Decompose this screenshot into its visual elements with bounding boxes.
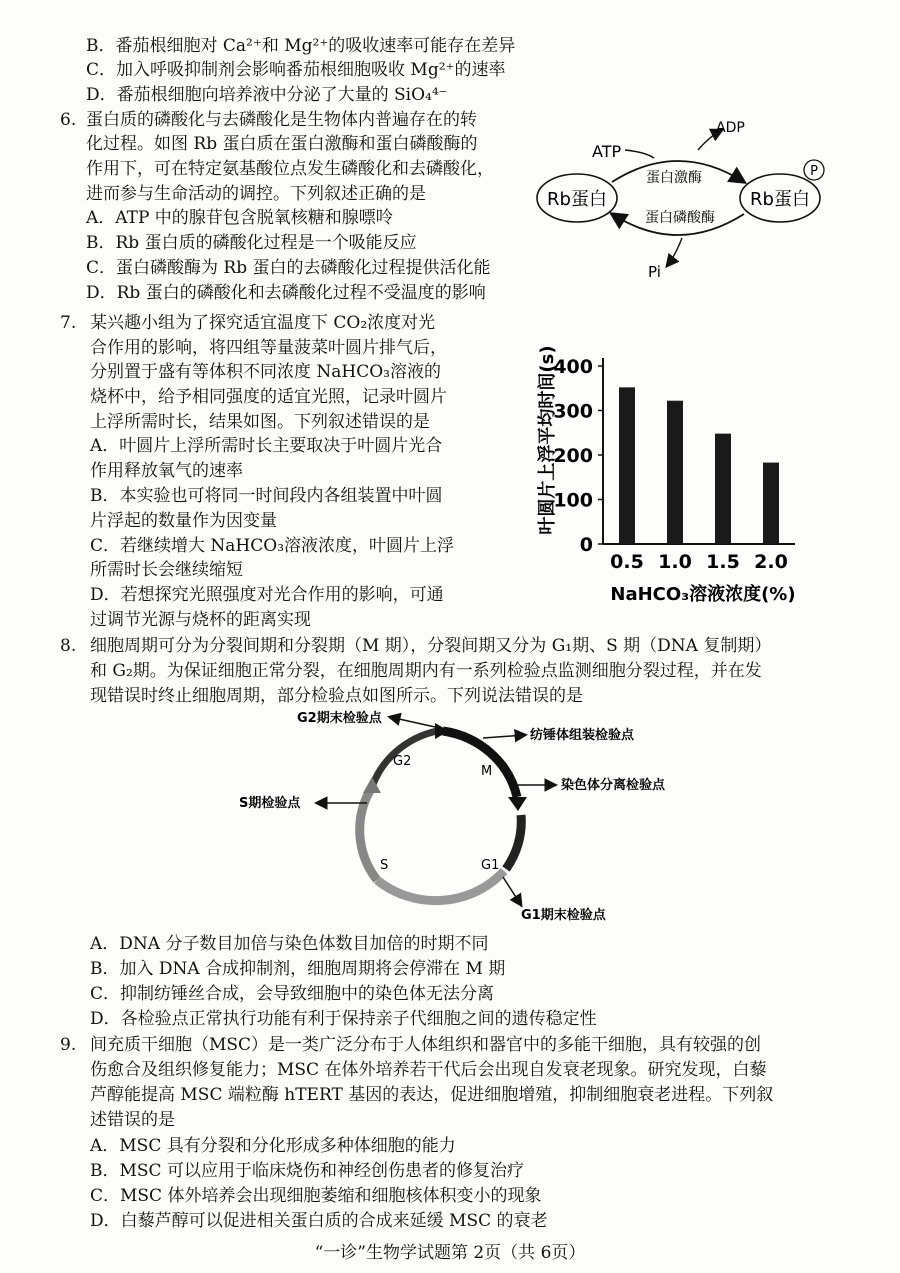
- q8-stem-1: 细胞周期可分为分裂间期和分裂期（M 期），分裂间期又分为 G₁期、S 期（DNA 复制期）: [90, 636, 772, 656]
- ring-arrowhead-g2: [435, 723, 449, 739]
- q9-option-c: C．MSC 体外培养会出现细胞萎缩和细胞核体积变小的现象: [90, 1186, 542, 1206]
- q6-option-d: D．Rb 蛋白的磷酸化和去磷酸化过程不受温度的影响: [86, 283, 486, 303]
- chart-y-tick-label: 200: [553, 445, 593, 467]
- q9-option-b: B．MSC 可以应用于临床烧伤和神经创伤患者的修复治疗: [90, 1161, 524, 1181]
- m-phase-arc: [443, 731, 517, 797]
- q8-number: 8.: [60, 636, 77, 656]
- q9-stem-2: 伤愈合及组织修复能力；MSC 在体外培养若干代后会出现自发衰老现象。研究发现，白藜: [90, 1060, 767, 1080]
- q8-stem-2: 和 G₂期。为保证细胞正常分裂，在细胞周期内有一系列检验点监测细胞分裂过程，并在发: [90, 661, 762, 681]
- q6-number: 6.: [60, 110, 77, 130]
- q8-option-d: D．各检验点正常执行功能有利于保持亲子代细胞之间的遗传稳定性: [90, 1009, 597, 1029]
- chart-y-tick-label: 100: [553, 489, 593, 512]
- q9-option-d: D．白藜芦醇可以促进相关蛋白质的合成来延缓 MSC 的衰老: [90, 1211, 548, 1231]
- g1-check-arrow: [503, 877, 521, 905]
- q6-stem-3: 作用下，可在特定氨基酸位点发生磷酸化和去磷酸化，: [86, 159, 494, 179]
- s-checkpoint-label: S期检验点: [239, 796, 301, 811]
- rb-phosphorylation-diagram: [530, 110, 840, 285]
- adp-label: ADP: [716, 120, 745, 136]
- q6-option-c: C．蛋白磷酸酶为 Rb 蛋白的去磷酸化过程提供活化能: [86, 258, 491, 278]
- q7-option-a-1: A．叶圆片上浮所需时长主要取决于叶圆片光合: [90, 436, 443, 456]
- g2-checkpoint-label: G2期末检验点: [297, 711, 382, 726]
- q5-option-c: C．加入呼吸抑制剂会影响番茄根细胞吸收 Mg²⁺的速率: [86, 60, 506, 80]
- atp-label: ATP: [592, 142, 622, 161]
- g2-check-arrow: [390, 717, 435, 727]
- q7-stem-4: 烧杯中，给予相同强度的适宜光照，记录叶圆片: [90, 387, 447, 407]
- page-footer: “一诊”生物学试题第 2页（共 6页）: [314, 1243, 586, 1263]
- rb-protein-right-label: Rb蛋白: [750, 189, 810, 210]
- q5-option-d: D．番茄根细胞向培养液中分泌了大量的 SiO₄⁴⁻: [86, 85, 448, 105]
- pi-arrow: [667, 238, 682, 266]
- g1-phase-label: G1: [481, 858, 500, 873]
- q7-stem-2: 合作用的影响，将四组等量菠菜叶圆片排气后，: [90, 338, 447, 358]
- q8-option-a: A．DNA 分子数目加倍与染色体数目加倍的时期不同: [90, 934, 489, 954]
- q6-option-b: B．Rb 蛋白质的磷酸化过程是一个吸能反应: [86, 233, 417, 253]
- ring-arrowhead-m: [508, 797, 527, 811]
- s-phase-arc: [360, 787, 377, 880]
- chart-y-axis-label: 叶圆片上浮平均时间(s): [537, 345, 558, 535]
- g2-phase-label: G2: [393, 754, 412, 769]
- q8-option-b: B．加入 DNA 合成抑制剂，细胞周期将会停滞在 M 期: [90, 959, 506, 979]
- q8-option-c: C．抑制纺锤丝合成，会导致细胞中的染色体无法分离: [90, 984, 495, 1004]
- atp-arrow: [625, 150, 654, 158]
- q7-option-c-1: C．若继续增大 NaHCO₃溶液浓度，叶圆片上浮: [90, 536, 455, 556]
- q6-stem-4: 进而参与生命活动的调控。下列叙述正确的是: [86, 184, 426, 204]
- chart-bar: [715, 434, 731, 544]
- chart-x-tick-label: 0.5: [610, 551, 644, 573]
- q7-option-a-2: 作用释放氧气的速率: [90, 461, 243, 481]
- q7-number: 7.: [60, 313, 77, 333]
- spindle-check-arrow: [483, 735, 525, 738]
- chart-bar: [763, 463, 779, 544]
- phosphate-label: P: [810, 164, 818, 179]
- nahco3-bar-chart: [515, 318, 815, 613]
- chart-bar: [619, 387, 635, 544]
- chart-x-tick-label: 2.0: [754, 551, 788, 573]
- q5-option-b: B．番茄根细胞对 Ca²⁺和 Mg²⁺的吸收速率可能存在差异: [86, 36, 516, 56]
- q9-stem-4: 述错误的是: [90, 1110, 175, 1130]
- chromo-checkpoint-label: 染色体分离检验点: [561, 778, 666, 793]
- q9-option-a: A．MSC 具有分裂和分化形成多种体细胞的能力: [90, 1136, 456, 1156]
- q6-option-a: A．ATP 中的腺苷包含脱氧核糖和腺嘌呤: [86, 208, 393, 228]
- pi-label: Pi: [648, 263, 661, 281]
- q7-stem-5: 上浮所需时长，结果如图。下列叙述错误的是: [90, 412, 430, 432]
- spindle-checkpoint-label: 纺锤体组装检验点: [530, 728, 635, 743]
- chart-x-tick-label: 1.5: [706, 551, 740, 573]
- q7-option-b-1: B．本实验也可将同一时间段内各组装置中叶圆: [90, 486, 443, 506]
- q6-stem-2: 化过程。如图 Rb 蛋白质在蛋白激酶和蛋白磷酸酶的: [86, 134, 478, 154]
- q7-option-c-2: 所需时长会继续缩短: [90, 560, 243, 580]
- s-phase-arc-lower: [377, 871, 504, 901]
- cell-cycle-diagram: [225, 705, 675, 930]
- q8-stem-3: 现错误时终止细胞周期，部分检验点如图所示。下列说法错误的是: [90, 686, 583, 706]
- q6-stem-1: 蛋白质的磷酸化与去磷酸化是生物体内普遍存在的转: [86, 110, 477, 130]
- rb-protein-left-label: Rb蛋白: [547, 189, 607, 210]
- q7-option-d-2: 过调节光源与烧杯的距离实现: [90, 610, 311, 630]
- q7-stem-3: 分别置于盛有等体积不同浓度 NaHCO₃溶液的: [90, 362, 441, 382]
- chart-x-tick-label: 1.0: [658, 551, 692, 573]
- chart-y-tick-label: 0: [579, 534, 593, 556]
- q9-stem-1: 间充质干细胞（MSC）是一类广泛分布于人体组织和器官中的多能干细胞，具有较强的创: [90, 1035, 762, 1055]
- chart-x-axis-label: NaHCO₃溶液浓度(%): [610, 584, 796, 605]
- chart-y-tick-label: 400: [553, 356, 593, 378]
- q7-option-d-1: D．若想探究光照强度对光合作用的影响，可通: [90, 585, 444, 605]
- phosphatase-label: 蛋白磷酸酶: [645, 210, 715, 226]
- s-phase-label: S: [380, 858, 389, 873]
- q9-stem-3: 芦醇能提高 MSC 端粒酶 hTERT 基因的表达，促进细胞增殖，抑制细胞衰老进程。下列叙: [90, 1085, 774, 1105]
- chart-y-tick-label: 300: [553, 400, 593, 423]
- q7-option-b-2: 片浮起的数量作为因变量: [90, 511, 277, 531]
- q9-number: 9.: [60, 1035, 77, 1055]
- q7-stem-1: 某兴趣小组为了探究适宜温度下 CO₂浓度对光: [90, 313, 436, 333]
- m-phase-label: M: [481, 764, 493, 779]
- g1-checkpoint-label: G1期末检验点: [521, 908, 606, 923]
- chart-bar: [667, 401, 683, 544]
- g1-phase-arc: [506, 815, 521, 869]
- kinase-label: 蛋白激酶: [646, 170, 702, 186]
